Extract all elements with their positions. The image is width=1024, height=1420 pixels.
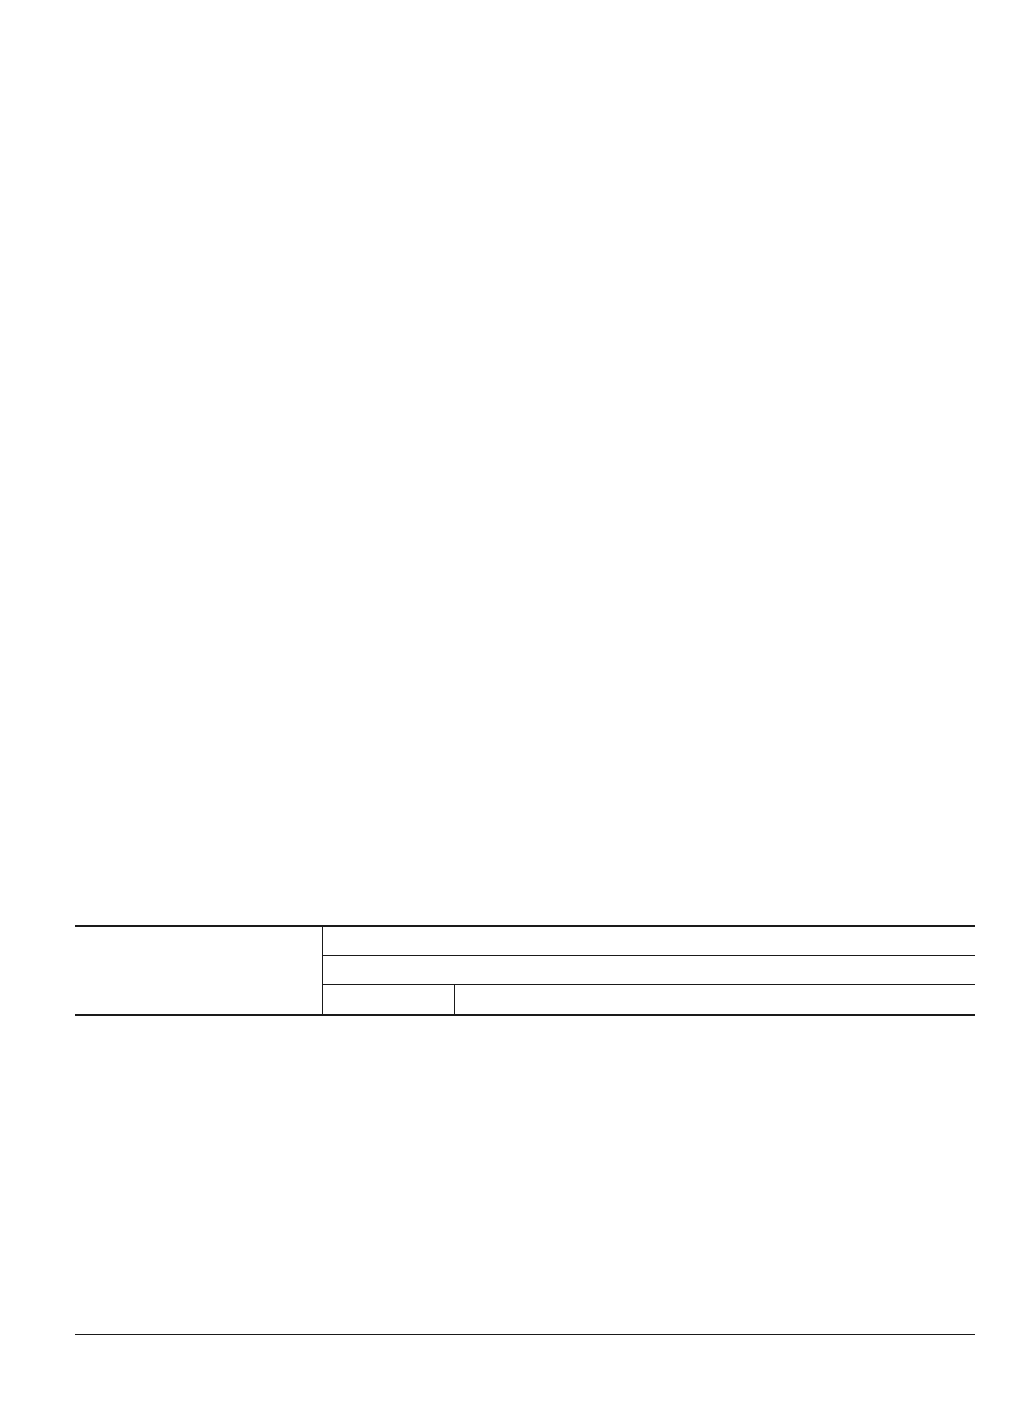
- section-facharbeiter: [80, 634, 985, 645]
- table-bottom-rule: [75, 1334, 975, 1335]
- section-meister: [80, 508, 985, 519]
- header-bottom-rule: [75, 1014, 975, 1016]
- year-rule: [323, 984, 975, 985]
- table-top-rule: [75, 925, 975, 927]
- group-rule: [323, 955, 975, 956]
- unit-divider: [454, 984, 455, 1014]
- page-header: [84, 40, 114, 58]
- section-hochschulabschluss: [80, 92, 985, 112]
- stub-divider: [322, 927, 323, 1015]
- section-fachschulabschluss: [80, 280, 985, 300]
